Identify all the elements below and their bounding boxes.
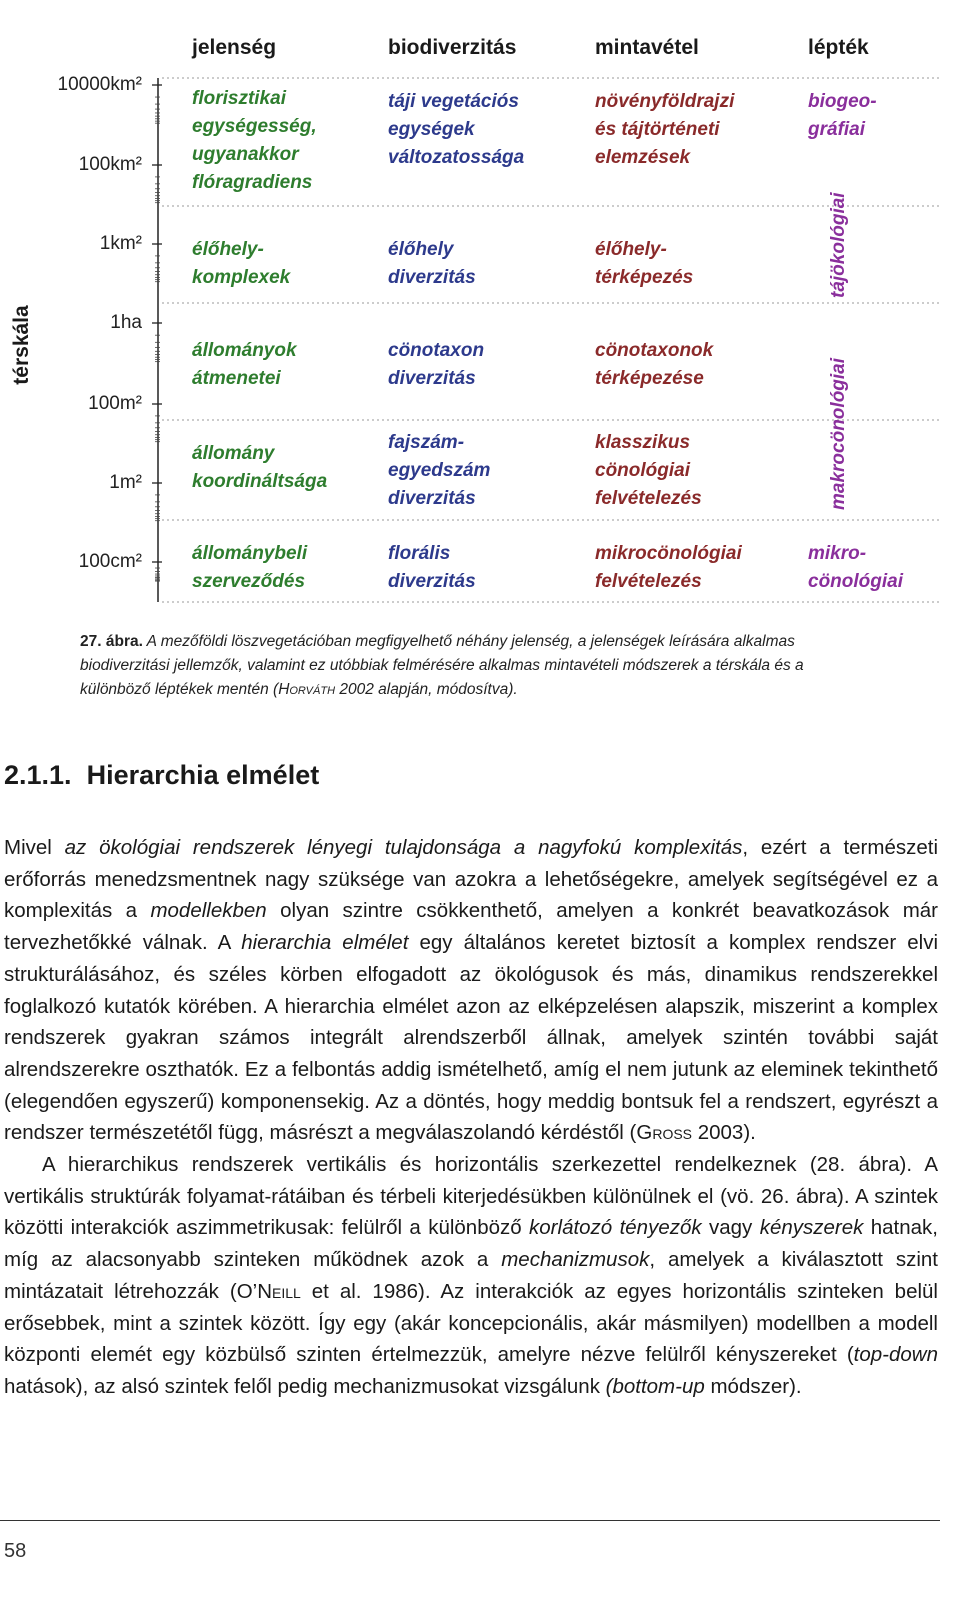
body-text — [4, 832, 938, 1403]
column-header-jelenseg: jelenség — [192, 36, 277, 59]
scale-tick-label: 1ha — [110, 312, 142, 333]
paragraph: Mivel az ökológiai rendszerek lényegi tulajdonsága a nagyfokú komplexitás, ezért a természeti erőforrás menedzsmentnek nagy szüksége van azokra a lehetőségekre, amelyek segítségével ez a komplexitás a modellekben olyan szintre csökkenthető, amelyen a konkrét beavatkozások már tervezhetőkké válnak. A hierarchia elmélet egy általános keretet biztosít a komplex rendszer elvi strukturálásához, és széles körben elfogadott az ökológusok és más, dinamikus rendszerekkel foglalkozó kutatók körében. A hierarchia elmélet azon az elképzelésen alapszik, miszerint a komplex rendszerek gyakran számos integrált alrendszerből állnak, amelyek szintén további saját alrendszerekre oszthatók. Ez a felbontás addig ismételhető, amíg el nem jutunk az eleminek tekinthető (elegendően egyszerű) komponensekig. Az a döntés, hogy meddig bontsuk fel a rendszert, egyrészt a rendszer természetétől függ, másrészt a megválaszolandó kérdéstől (Gross 2003). — [4, 836, 939, 1145]
column-header-biodiverzitas: biodiverzitás — [388, 36, 517, 59]
scale-tick-label: 100m² — [88, 393, 142, 414]
caption-label: 27. ábra. — [80, 633, 143, 650]
cell-mintavetel: növényföldrajzi és tájtörténeti elemzések — [595, 91, 735, 168]
footer-rule — [0, 1520, 940, 1521]
cell-biodiverzitas: florális diverzitás — [388, 543, 476, 592]
cell-mintavetel: klasszikus cönológiai felvételezés — [595, 432, 702, 509]
cell-jelenseg: állomány koordináltsága — [192, 443, 328, 492]
cell-mintavetel: mikrocönológiai felvételezés — [595, 543, 742, 592]
cell-biodiverzitas: táji vegetációs egységek változatossága — [388, 91, 525, 168]
column-header-mintavetel: mintavétel — [595, 36, 699, 59]
cell-jelenseg: élőhely- komplexek — [192, 239, 291, 288]
section-heading: 2.1.1. Hierarchia elmélet — [4, 760, 320, 790]
scale-tick-label: 100km² — [78, 154, 142, 175]
cell-jelenseg: florisztikai egységesség, ugyanakkor flóragradiens — [192, 88, 317, 193]
scale-figure — [0, 0, 960, 620]
figure-caption: 27. ábra. A mezőföldi löszvegetációban megfigyelhető néhány jelenség, a jelenségek leírására alkalmas biodiverzitási jellemzők, valamint ez utóbbiak felmérésére alkalmas mintavételi módszerek a térskála és a különböző léptékek mentén (Horváth 2002 alapján, módosítva). — [80, 633, 804, 698]
scale-tick-label: 100cm² — [78, 551, 142, 572]
cell-biodiverzitas: fajszám- egyedszám diverzitás — [388, 432, 491, 509]
page-number: 58 — [4, 1540, 27, 1562]
cell-jelenseg: állományok átmenetei — [192, 340, 297, 389]
scale-tick-label: 10000km² — [57, 74, 142, 95]
caption-author: Horváth — [278, 681, 336, 698]
cell-leptek: mikro- cönológiai — [808, 543, 903, 592]
scale-tick-label: 1m² — [109, 472, 142, 493]
cell-jelenseg: állománybeli szerveződés — [192, 543, 308, 592]
axis-title: térskála — [10, 305, 33, 385]
paragraph: A hierarchikus rendszerek vertikális és horizontális szerkezettel rendelkeznek (28. ábra). A vertikális struktúrák folyamat-rátáiban és térbeli kiterjedésükben különülnek el (vö. 26. ábra). A szintek közötti interakciók aszimmetrikusak: felülről a különböző korlátozó tényezők vagy kényszerek hatnak, míg az alacsonyabb szinteken működnek azok a mechanizmusok, amelyek a kiválasztott szint mintázatait létrehozzák (O’Neill et al. 1986). Az interakciók az egyes horizontális szinteken belül erősebbek, mint a szintek között. Így egy (akár koncepcionális, akár másmilyen) modellben a modell központi elemét egy közbülső szinten értelmezzük, amelyre nézve felülről kényszereket (top-down hatások), az alsó szintek felől pedig mechanizmusokat vizsgálunk (bottom-up módszer). — [4, 1153, 938, 1398]
cell-mintavetel: élőhely- térképezés — [595, 239, 694, 288]
cell-biodiverzitas: cönotaxon diverzitás — [388, 340, 485, 389]
cell-biodiverzitas: élőhely diverzitás — [388, 239, 476, 288]
vertical-label-makrocenologiai: makrocönológiai — [828, 357, 849, 510]
column-header-leptek: lépték — [808, 36, 869, 59]
cell-leptek: biogeo- gráfiai — [808, 91, 877, 140]
vertical-label-tajokologiai: tájökológiai — [828, 192, 849, 298]
scale-tick-label: 1km² — [99, 233, 142, 254]
cell-mintavetel: cönotaxonok térképezése — [595, 340, 714, 389]
